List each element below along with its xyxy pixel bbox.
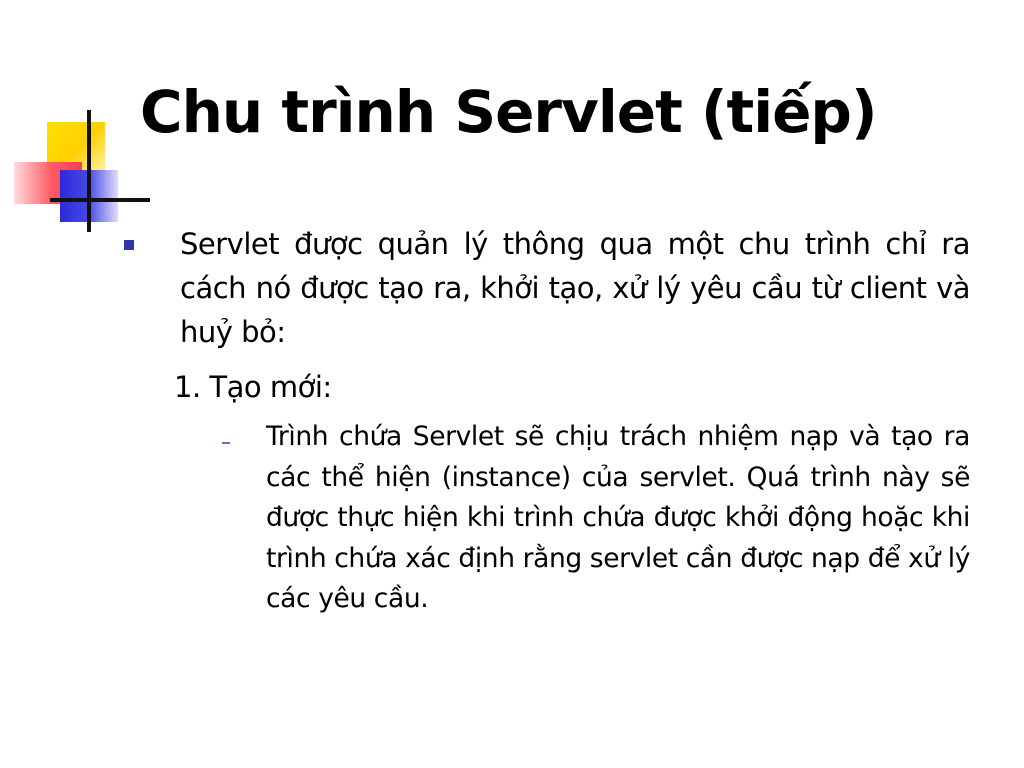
- sub-bullet-text: Trình chứa Servlet sẽ chịu trách nhiệm nạp và tạo ra các thể hiện (instance) của servlet. Quá trình này sẽ được thực hiện khi trình chứa được khởi động hoặc khi trình chứa xác định rằng servlet cần được nạp để xử lý các yêu cầu.: [266, 421, 970, 614]
- main-bullet: [124, 222, 970, 354]
- logo-vertical-line: [87, 110, 91, 232]
- sub-bullet: [222, 417, 970, 620]
- dash-bullet-icon: [222, 442, 230, 444]
- numbered-item: 1. Tạo mới:: [174, 370, 332, 404]
- slide-title: Chu trình Servlet (tiếp): [140, 78, 877, 146]
- main-bullet-text: Servlet được quản lý thông qua một chu trình chỉ ra cách nó được tạo ra, khởi tạo, xử lý yêu cầu từ client và huỷ bỏ:: [180, 227, 970, 349]
- square-bullet-icon: [124, 240, 134, 250]
- slide-logo-decoration: [0, 100, 150, 230]
- logo-horizontal-line: [50, 198, 150, 202]
